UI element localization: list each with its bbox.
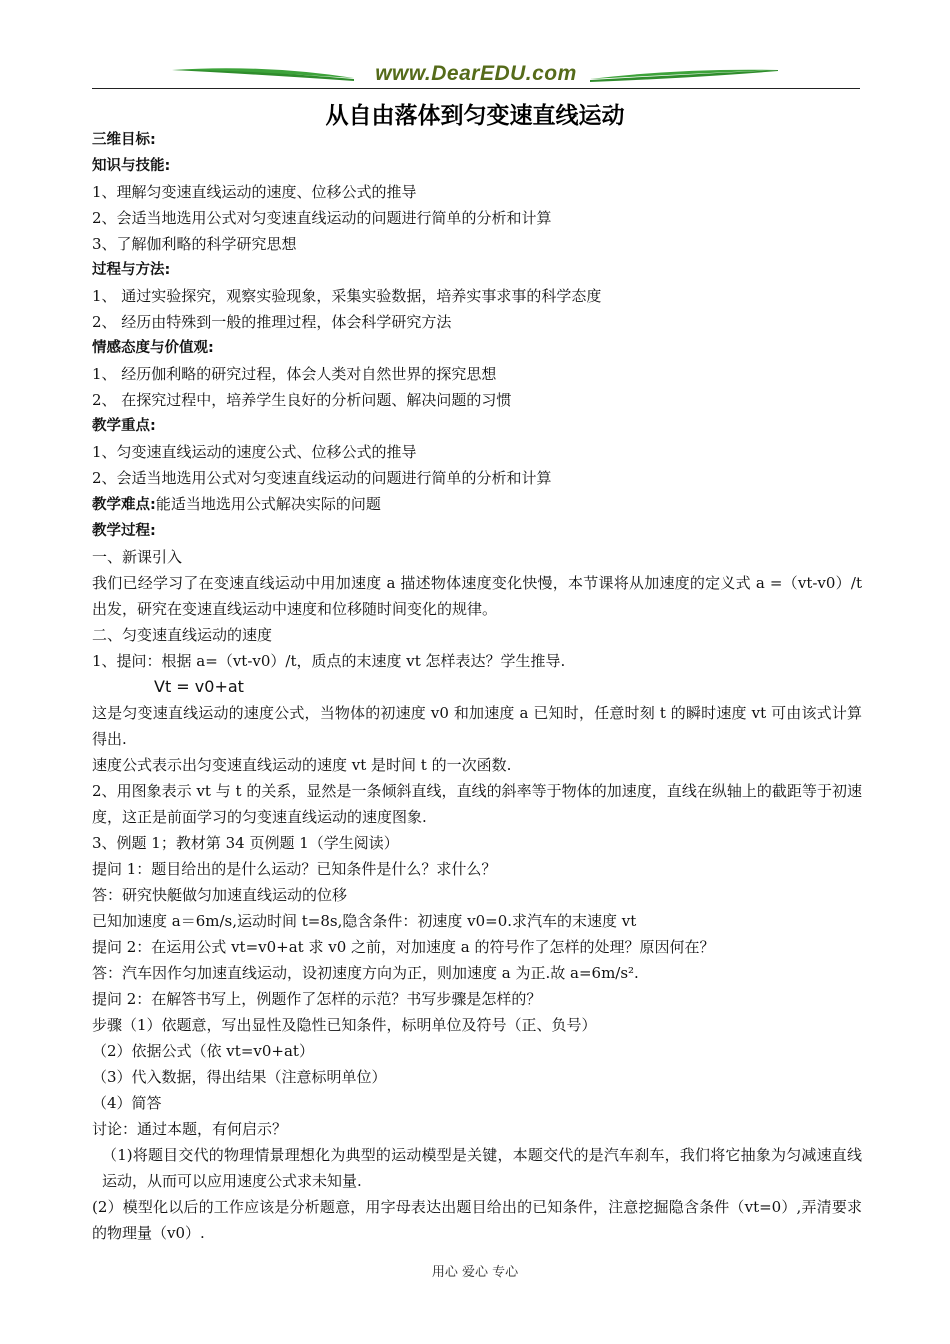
- text-line: 2、 经历由特殊到一般的推理过程，体会科学研究方法: [92, 313, 452, 331]
- paragraph: (2）模型化以后的工作应该是分析题意，用字母表达出题目给出的已知条件，注意挖掘隐含条件（vt=0）,弄清要求的物理量（v0）.: [92, 1198, 862, 1242]
- text-line: （4）简答: [92, 1094, 162, 1112]
- text-line: 步骤（1）依题意，写出显性及隐性已知条件，标明单位及符号（正、负号）: [92, 1016, 597, 1034]
- text-line: 1、 经历伽利略的研究过程，体会人类对自然世界的探究思想: [92, 365, 497, 383]
- section-heading: 情感态度与价值观:: [92, 340, 214, 356]
- text-line: 提问 2：在运用公式 vt=v0+at 求 v0 之前，对加速度 a 的符号作了怎样的处理？原因何在？: [92, 938, 715, 956]
- text-line: 二、匀变速直线运动的速度: [92, 626, 273, 644]
- text-line: 2、会适当地选用公式对匀变速直线运动的问题进行简单的分析和计算: [92, 469, 552, 487]
- document-title: 从自由落体到匀变速直线运动: [325, 103, 625, 129]
- header-rule: [92, 88, 860, 89]
- section-heading: 知识与技能:: [92, 158, 171, 174]
- labeled-line: [92, 491, 862, 518]
- text-line: 答：汽车因作匀加速直线运动，设初速度方向为正，则加速度 a 为正.故 a=6m/s².: [92, 964, 639, 982]
- formula: Vt = v0+at: [154, 677, 244, 696]
- text-line: 2、会适当地选用公式对匀变速直线运动的问题进行简单的分析和计算: [92, 209, 552, 227]
- text-line: 1、匀变速直线运动的速度公式、位移公式的推导: [92, 443, 417, 461]
- section-heading: 三维目标:: [92, 132, 156, 148]
- section-heading: 教学过程:: [92, 523, 156, 539]
- text-line: 3、例题 1；教材第 34 页例题 1（学生阅读）: [92, 834, 399, 852]
- paragraph: 我们已经学习了在变速直线运动中用加速度 a 描述物体速度变化快慢，本节课将从加速度的定义式 a =（vt-v0）/t 出发，研究在变速直线运动中速度和位移随时间变化的规律。: [92, 574, 862, 618]
- text-line: 讨论：通过本题，有何启示？: [92, 1120, 288, 1138]
- paragraph: （1)将题目交代的物理情景理想化为典型的运动模型是关键，本题交代的是汽车刹车，我们将它抽象为匀减速直线运动，从而可以应用速度公式求未知量.: [102, 1146, 862, 1190]
- section-heading: 过程与方法:: [92, 262, 171, 278]
- text-line: 已知加速度 a＝6m/s,运动时间 t=8s,隐含条件：初速度 v0=0.求汽车的末速度 vt: [92, 912, 637, 930]
- text-line: （3）代入数据，得出结果（注意标明单位）: [92, 1068, 387, 1086]
- text-line: 提问 2：在解答书写上，例题作了怎样的示范？书写步骤是怎样的？: [92, 990, 542, 1008]
- text-line: 1、提问：根据 a=（vt-v0）/t，质点的末速度 vt 怎样表达？学生推导.: [92, 652, 566, 670]
- text-line: 速度公式表示出匀变速直线运动的速度 vt 是时间 t 的一次函数.: [92, 756, 512, 774]
- text-line: 3、了解伽利略的科学研究思想: [92, 235, 297, 253]
- text-line: 答：研究快艇做匀加速直线运动的位移: [92, 886, 348, 904]
- text-line: （2）依据公式（依 vt=v0+at）: [92, 1042, 314, 1060]
- paragraph: 2、用图象表示 vt 与 t 的关系，显然是一条倾斜直线，直线的斜率等于物体的加速度，直线在纵轴上的截距等于初速度，这正是前面学习的匀变速直线运动的速度图象.: [92, 782, 862, 826]
- text-line: 2、 在探究过程中，培养学生良好的分析问题、解决问题的习惯: [92, 391, 512, 409]
- line-text: 能适当地选用公式解决实际的问题: [155, 495, 381, 513]
- site-logo-text[interactable]: www.DearEDU.com: [375, 62, 577, 85]
- document-body: [92, 127, 862, 1246]
- text-line: 提问 1：题目给出的是什么运动？已知条件是什么？求什么？: [92, 860, 497, 878]
- paragraph: 这是匀变速直线运动的速度公式，当物体的初速度 v0 和加速度 a 已知时，任意时刻 t 的瞬时速度 vt 可由该式计算得出.: [92, 704, 862, 748]
- text-line: 1、理解匀变速直线运动的速度、位移公式的推导: [92, 183, 417, 201]
- page-footer: 用心 爱心 专心: [431, 1265, 519, 1280]
- text-line: 一、新课引入: [92, 548, 183, 566]
- line-label: 教学难点:: [92, 497, 156, 513]
- section-heading: 教学重点:: [92, 418, 156, 434]
- text-line: 1、 通过实验探究，观察实验现象，采集实验数据，培养实事求事的科学态度: [92, 287, 602, 305]
